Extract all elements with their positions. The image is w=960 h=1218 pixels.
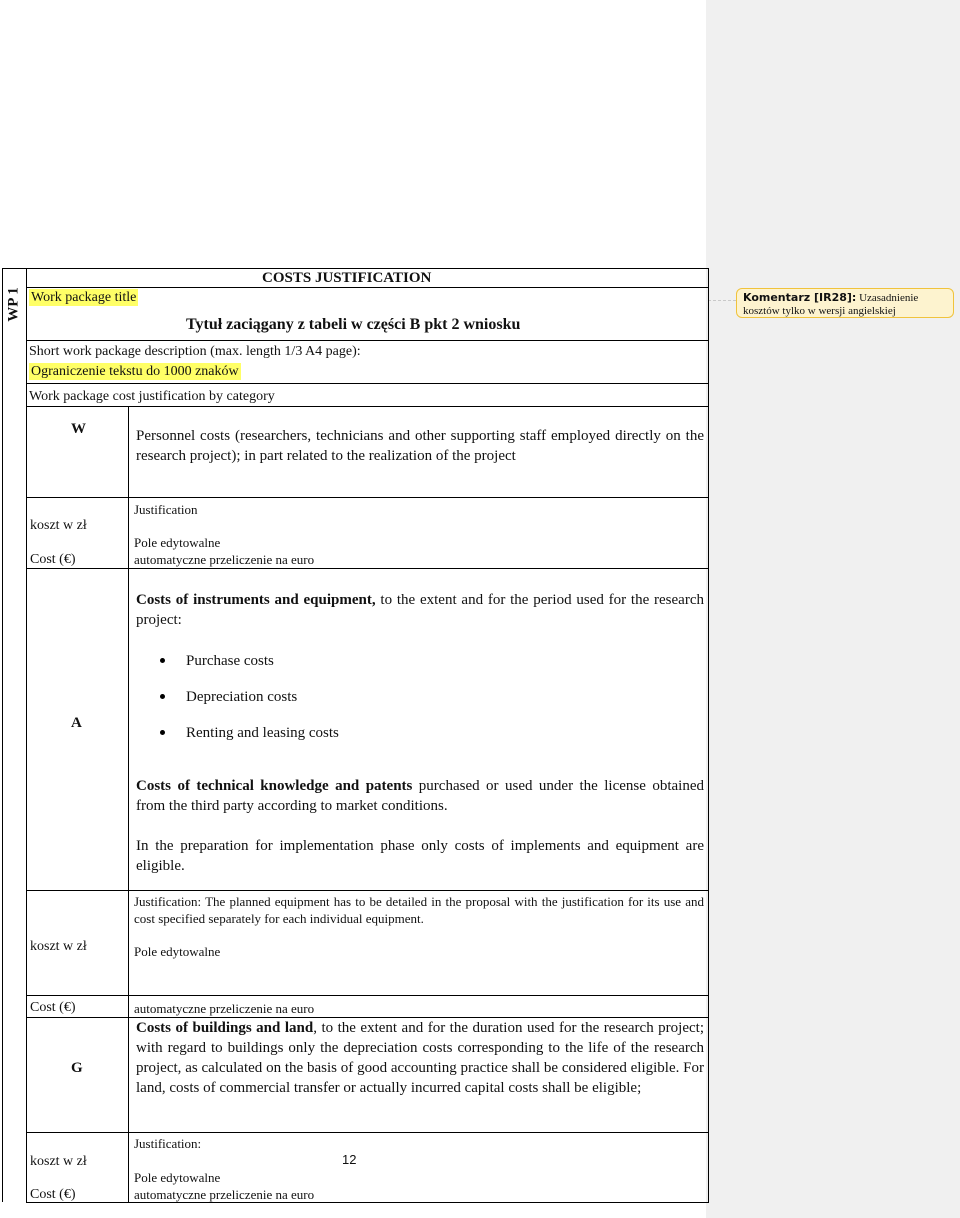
buildings-land-bold: Costs of buildings and land <box>136 1020 314 1036</box>
list-item: Renting and leasing costs <box>156 724 456 760</box>
comment-label: Komentarz [IR28]: <box>743 291 857 304</box>
buildings-land-description <box>136 1018 704 1098</box>
page-number: 12 <box>342 1152 357 1167</box>
g-auto-convert: automatyczne przeliczenie na euro <box>134 1187 315 1202</box>
row-divider-g-cost <box>26 1202 709 1203</box>
page-title: COSTS JUSTIFICATION <box>262 270 432 286</box>
row-divider-limit <box>26 383 709 384</box>
row-divider-title <box>26 287 709 288</box>
w-editable-field[interactable]: Pole edytowalne <box>134 535 221 550</box>
table-border-inner-left <box>26 268 27 1202</box>
w-cost-label: Cost (€) <box>30 552 76 567</box>
comment-gutter <box>706 0 960 1218</box>
a-editable-field[interactable]: Pole edytowalne <box>134 944 221 959</box>
row-divider-subtitle <box>26 340 709 341</box>
row-divider-w-cost <box>26 568 709 569</box>
comment-connector <box>708 300 736 301</box>
instruments-equipment-rest: to the extent and for the period used for the research project: <box>136 592 704 628</box>
section-letter-w: W <box>71 421 86 437</box>
instruments-equipment-intro <box>136 590 704 630</box>
list-item: Purchase costs <box>156 652 456 688</box>
table-border-right <box>708 268 709 1202</box>
a-koszt-label: koszt w zł <box>30 939 87 954</box>
g-koszt-label: koszt w zł <box>30 1154 87 1169</box>
cost-type-list <box>156 652 456 760</box>
instruments-equipment-bold: Costs of instruments and equipment, <box>136 592 376 608</box>
patents-bold: Costs of technical knowledge and patents <box>136 778 413 794</box>
section-letter-g: G <box>71 1060 83 1076</box>
text-limit[interactable]: Ograniczenie tekstu do 1000 znaków <box>31 364 239 379</box>
comment-text: Uzasadnienie kosztów tylko w wersji angielskiej <box>743 292 919 317</box>
g-editable-field[interactable]: Pole edytowalne <box>134 1170 221 1185</box>
comment-balloon[interactable] <box>736 288 954 318</box>
patents-description <box>136 776 704 816</box>
a-auto-convert: automatyczne przeliczenie na euro <box>134 1001 315 1016</box>
list-item: Depreciation costs <box>156 688 456 724</box>
g-justification-label: Justification: <box>134 1136 202 1151</box>
row-divider-g <box>26 1132 709 1133</box>
subtitle: Tytuł zaciągany z tabeli w części B pkt 2 wniosku <box>186 316 521 333</box>
wp-label: WP 1 <box>5 287 22 322</box>
a-justification: Justification: The planned equipment has to be detailed in the proposal with the justification for its use and cost specified separately for each individual equipment. <box>134 894 704 926</box>
patents-rest: purchased or used under the license obtained from the third party according to market conditions. <box>136 778 704 814</box>
a-cost-label: Cost (€) <box>30 1000 76 1015</box>
personnel-costs-description: Personnel costs (researchers, technicians and other supporting staff employed directly on the research project); in part related to the realization of the project <box>136 428 704 464</box>
short-description-label: Short work package description (max. length 1/3 A4 page): <box>29 344 361 359</box>
row-divider-w <box>26 497 709 498</box>
table-border-left <box>2 268 3 1202</box>
row-divider-a <box>26 890 709 891</box>
w-koszt-label: koszt w zł <box>30 518 87 533</box>
table-border-top <box>2 268 709 269</box>
g-cost-label: Cost (€) <box>30 1187 76 1202</box>
w-justification-label: Justification <box>134 502 198 517</box>
section-letter-a: A <box>71 715 82 731</box>
w-auto-convert: automatyczne przeliczenie na euro <box>134 552 315 567</box>
work-package-title-label: Work package title <box>31 290 137 305</box>
buildings-land-rest: , to the extent and for the duration used for the research project; with regard to buildings only the depreciation costs corresponding to the life of the research project, as calculated on the basis of good accounting practice shall be considered eligible. For land, costs of commercial transfer or actually incurred capital costs shall be eligible; <box>136 1020 704 1096</box>
preparation-note: In the preparation for implementation phase only costs of implements and equipment are eligible. <box>136 838 704 874</box>
column-divider <box>128 406 129 1202</box>
row-divider-a-koszt <box>26 995 709 996</box>
cost-justification-label: Work package cost justification by category <box>29 389 275 404</box>
